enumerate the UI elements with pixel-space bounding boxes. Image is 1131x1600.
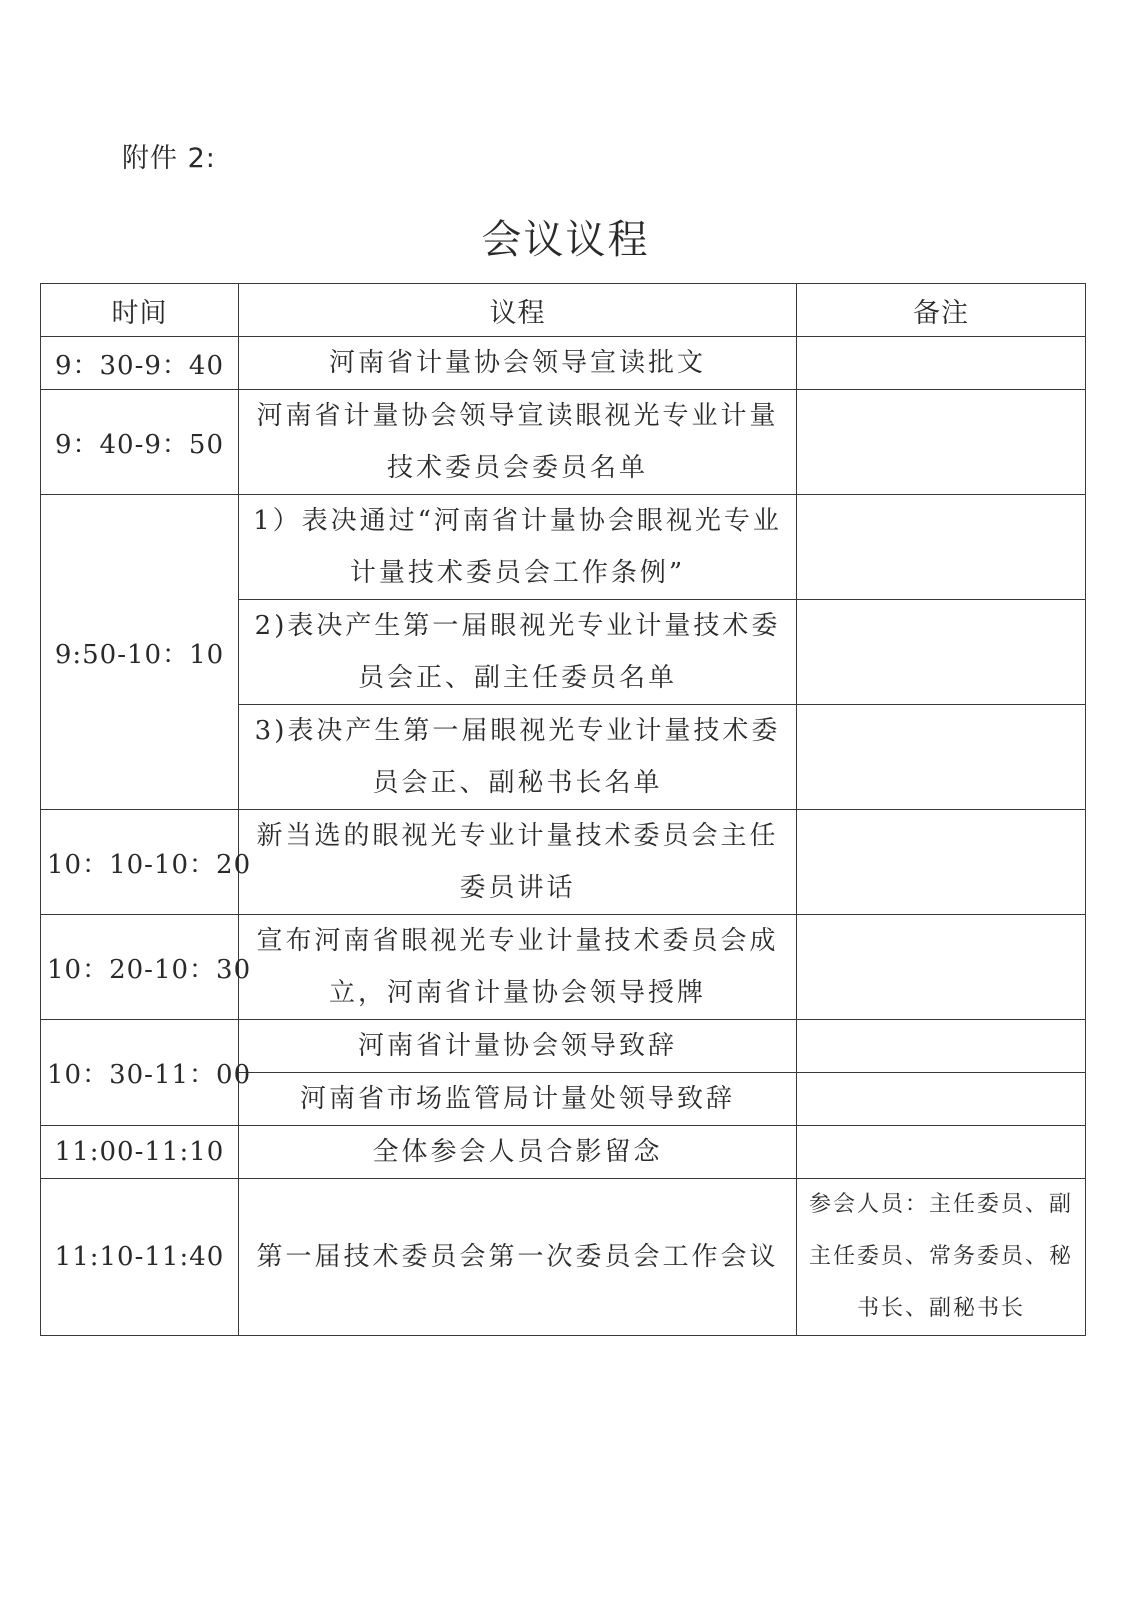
agenda-cell: 第一届技术委员会第一次委员会工作会议 [239, 1179, 797, 1336]
column-header-agenda: 议程 [239, 284, 797, 337]
time-cell: 11:10-11:40 [41, 1179, 239, 1336]
agenda-cell: 全体参会人员合影留念 [239, 1126, 797, 1179]
page-title: 会议议程 [481, 217, 650, 263]
note-cell [797, 705, 1086, 810]
agenda-cell: 新当选的眼视光专业计量技术委员会主任委员讲话 [239, 810, 797, 915]
agenda-table [40, 283, 1086, 1336]
table-row [41, 1179, 1086, 1336]
note-cell [797, 810, 1086, 915]
note-cell [797, 600, 1086, 705]
agenda-cell: 宣布河南省眼视光专业计量技术委员会成立，河南省计量协会领导授牌 [239, 915, 797, 1020]
note-cell [797, 495, 1086, 600]
table-row [41, 390, 1086, 495]
note-cell [797, 1073, 1086, 1126]
time-cell: 10：10-10：20 [41, 810, 239, 915]
note-cell [797, 1020, 1086, 1073]
table-row [41, 495, 1086, 600]
attachment-label: 附件 2: [122, 143, 216, 174]
column-header-notes: 备注 [797, 284, 1086, 337]
table-header-row [41, 284, 1086, 337]
agenda-cell: 3)表决产生第一届眼视光专业计量技术委员会正、副秘书长名单 [239, 705, 797, 810]
note-cell [797, 915, 1086, 1020]
table-row [41, 1126, 1086, 1179]
time-cell: 9：40-9：50 [41, 390, 239, 495]
agenda-cell: 2)表决产生第一届眼视光专业计量技术委员会正、副主任委员名单 [239, 600, 797, 705]
agenda-cell: 河南省计量协会领导宣读眼视光专业计量技术委员会委员名单 [239, 390, 797, 495]
agenda-cell: 河南省市场监管局计量处领导致辞 [239, 1073, 797, 1126]
table-row [41, 337, 1086, 390]
column-header-time: 时间 [41, 284, 239, 337]
note-cell [797, 1126, 1086, 1179]
time-cell: 10：20-10：30 [41, 915, 239, 1020]
table-row [41, 810, 1086, 915]
time-cell: 9：30-9：40 [41, 337, 239, 390]
time-cell: 10：30-11：00 [41, 1020, 239, 1126]
agenda-cell: 河南省计量协会领导致辞 [239, 1020, 797, 1073]
note-cell: 参会人员：主任委员、副主任委员、常务委员、秘书长、副秘书长 [797, 1179, 1086, 1336]
agenda-cell: 河南省计量协会领导宣读批文 [239, 337, 797, 390]
table-row [41, 915, 1086, 1020]
agenda-cell: 1）表决通过“河南省计量协会眼视光专业计量技术委员会工作条例” [239, 495, 797, 600]
note-cell [797, 390, 1086, 495]
time-cell: 11:00-11:10 [41, 1126, 239, 1179]
note-cell [797, 337, 1086, 390]
table-row [41, 1020, 1086, 1073]
time-cell: 9:50-10：10 [41, 495, 239, 810]
